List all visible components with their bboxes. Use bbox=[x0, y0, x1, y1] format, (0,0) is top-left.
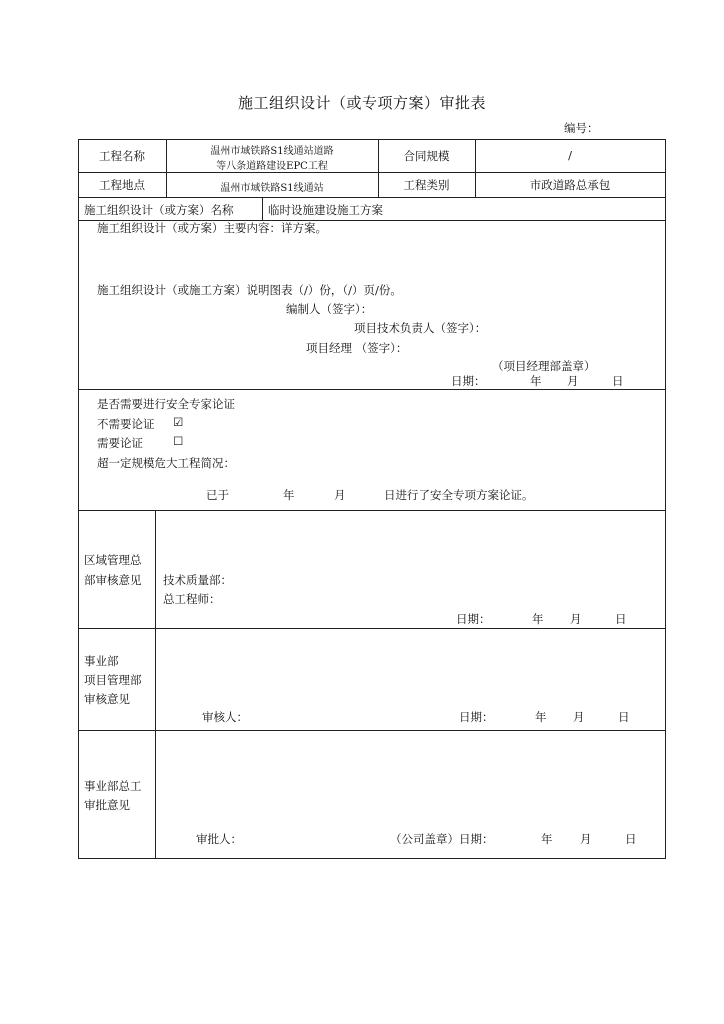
division-chief-year: 年 bbox=[541, 832, 553, 846]
done-suffix: 日进行了安全专项方案论证。 bbox=[384, 488, 534, 502]
division-chief-label-line2: 审批意见 bbox=[84, 798, 130, 812]
regional-year: 年 bbox=[532, 612, 544, 626]
regional-day: 日 bbox=[615, 612, 627, 626]
division-pm-date-label: 日期： bbox=[459, 710, 494, 724]
division-pm-day: 日 bbox=[618, 710, 630, 724]
project-name-line2: 等八条道路建设EPC工程 bbox=[216, 161, 328, 172]
content-date-label: 日期： bbox=[451, 374, 486, 388]
done-prefix: 已于 bbox=[206, 488, 229, 502]
tech-lead-signature: 项目技术负责人（签字）： bbox=[354, 321, 487, 335]
page-title: 施工组织设计（或专项方案）审批表 bbox=[237, 94, 486, 112]
category-value: 市政道路总承包 bbox=[529, 178, 611, 192]
description-text: 施工组织设计（或施工方案）说明图表（/）份，（/）页/份。 bbox=[97, 283, 402, 297]
pm-seal: （项目经理部盖章） bbox=[492, 359, 596, 373]
no-need-label: 不需要论证 bbox=[97, 417, 155, 431]
regional-label-line1: 区域管理总 bbox=[84, 553, 142, 567]
content-month: 月 bbox=[567, 374, 579, 388]
serial-label: 编号： bbox=[564, 121, 599, 135]
design-name-label: 施工组织设计（或方案）名称 bbox=[84, 203, 234, 217]
need-label: 需要论证 bbox=[97, 436, 143, 450]
company-seal-date: （公司盖章）日期： bbox=[390, 832, 494, 846]
division-pm-year: 年 bbox=[535, 710, 547, 724]
approver-signature: 审批人： bbox=[196, 832, 242, 846]
division-pm-label-line1: 事业部 bbox=[84, 654, 119, 668]
division-pm-label-line3: 审核意见 bbox=[84, 692, 130, 706]
pm-signature: 项目经理 （签字）： bbox=[306, 341, 408, 355]
main-content: 施工组织设计（或方案）主要内容：详方案。 bbox=[97, 221, 327, 235]
no-need-checkbox[interactable]: ☑ bbox=[173, 415, 184, 429]
project-name-label: 工程名称 bbox=[99, 149, 145, 163]
location-value: 温州市域铁路S1线通站 bbox=[220, 183, 324, 194]
project-name-line1: 温州市域铁路S1线通站道路 bbox=[210, 146, 334, 157]
contract-scale-value: / bbox=[568, 148, 572, 162]
division-chief-label-line1: 事业部总工 bbox=[84, 779, 142, 793]
design-name-value: 临时设施建设施工方案 bbox=[268, 203, 383, 217]
safety-question: 是否需要进行安全专家论证 bbox=[97, 397, 235, 411]
regional-month: 月 bbox=[570, 612, 582, 626]
need-checkbox[interactable]: ☐ bbox=[173, 434, 184, 448]
compiler-signature: 编制人（签字）： bbox=[286, 302, 373, 316]
content-year: 年 bbox=[530, 374, 542, 388]
location-label: 工程地点 bbox=[99, 178, 145, 192]
overview-label: 超一定规模危大工程简况： bbox=[97, 456, 235, 470]
division-pm-label-line2: 项目管理部 bbox=[84, 673, 142, 687]
division-chief-day: 日 bbox=[625, 832, 637, 846]
reviewer-signature: 审核人： bbox=[202, 710, 248, 724]
contract-scale-label: 合同规模 bbox=[403, 149, 450, 163]
division-pm-month: 月 bbox=[573, 710, 585, 724]
chief-engineer-signature: 总工程师： bbox=[163, 592, 221, 606]
done-month: 月 bbox=[334, 488, 346, 502]
division-chief-month: 月 bbox=[580, 832, 592, 846]
quality-dept-signature: 技术质量部： bbox=[163, 573, 232, 587]
category-label: 工程类别 bbox=[403, 178, 450, 192]
content-day: 日 bbox=[612, 374, 624, 388]
regional-date-label: 日期： bbox=[456, 612, 491, 626]
done-year: 年 bbox=[283, 488, 295, 502]
regional-label-line2: 部审核意见 bbox=[84, 573, 142, 587]
